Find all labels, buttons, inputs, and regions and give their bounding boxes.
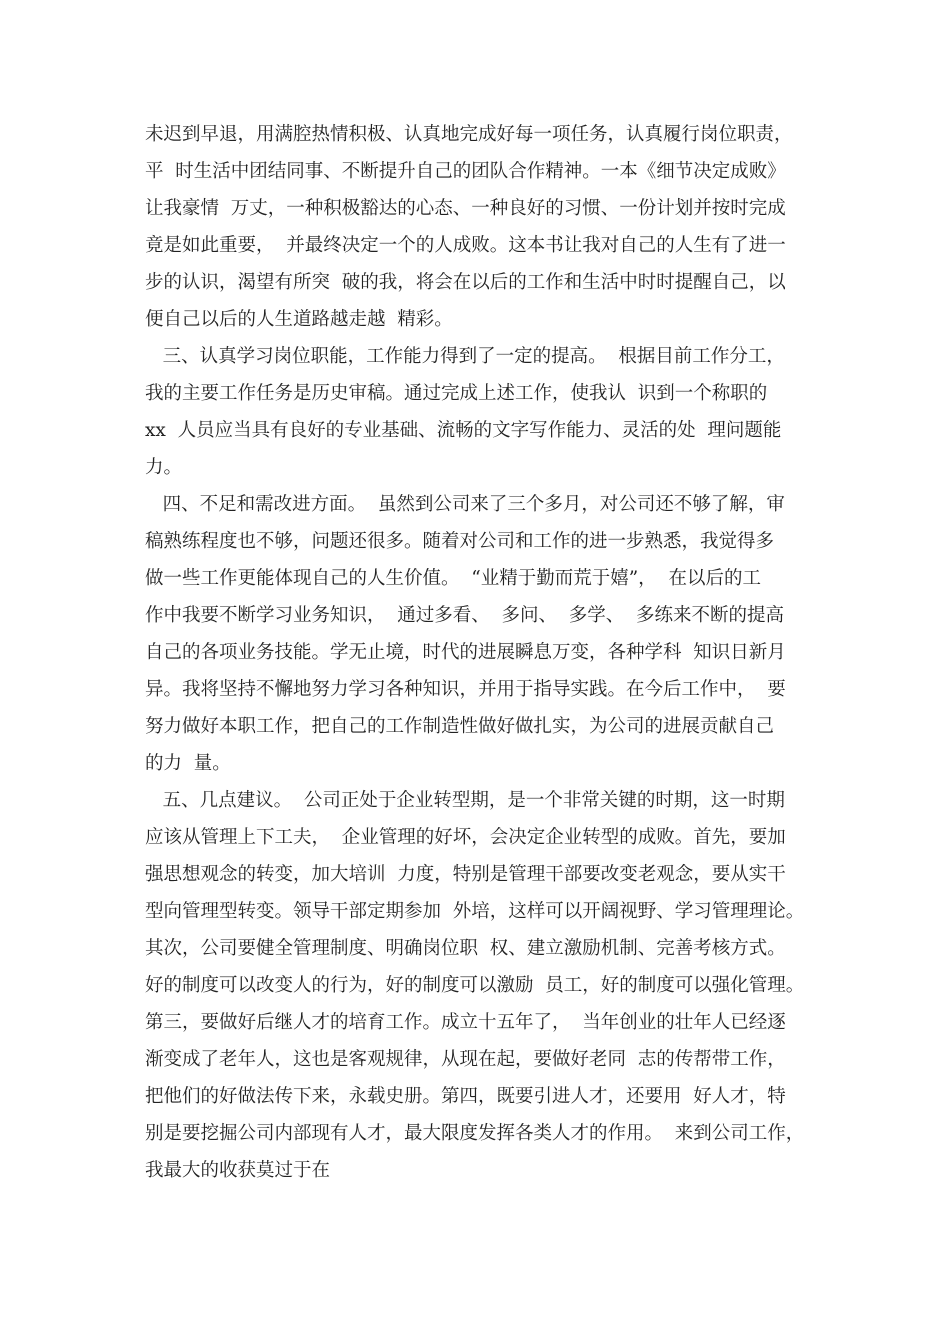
- text-line: 作中我要不断学习业务知识， 通过多看、 多问、 多学、 多练来不断的提高: [145, 605, 785, 626]
- text-line: 我最大的收获莫过于在: [145, 1160, 331, 1181]
- text-line: 渐变成了老年人，这也是客观规律，从现在起，要做好老同 志的传帮带工作，: [145, 1049, 786, 1070]
- text-line: 便自己以后的人生道路越走越 精彩。: [145, 309, 453, 330]
- text-line: xx 人员应当具有良好的专业基础、流畅的文字写作能力、灵活的处 理问题能: [145, 420, 782, 441]
- text-line: 把他们的好做法传下来，永载史册。第四，既要引进人才，还要用 好人才，特: [145, 1086, 786, 1107]
- text-line: 力。: [145, 457, 183, 478]
- text-line: 第三，要做好后继人才的培育工作。成立十五年了， 当年创业的壮年人已经逐: [145, 1012, 786, 1033]
- text-line: 别是要挖掘公司内部现有人才，最大限度发挥各类人才的作用。 来到公司工作，: [145, 1123, 805, 1144]
- section-heading-line: 三、认真学习岗位职能，工作能力得到了一定的提高。 根据目前工作分工，: [145, 346, 785, 367]
- text-line: 努力做好本职工作，把自己的工作制造性做好做扎实，为公司的进展贡献自己: [145, 716, 775, 737]
- text-line: 自己的各项业务技能。学无止境，时代的进展瞬息万变，各种学科 知识日新月: [145, 642, 786, 663]
- text-line: 型向管理型转变。领导干部定期参加 外培，这样可以开阔视野、学习管理理论。: [145, 901, 805, 922]
- text-line: 平 时生活中团结同事、不断提升自己的团队合作精神。一本《细节决定成败》: [145, 161, 786, 182]
- body-text: [145, 116, 835, 1189]
- text-line: 其次，公司要健全管理制度、明确岗位职 权、建立激励机制、完善考核方式。: [145, 938, 786, 959]
- text-line: 步的认识，渴望有所突 破的我，将会在以后的工作和生活中时时提醒自己，以: [145, 272, 786, 293]
- text-line: 强思想观念的转变，加大培训 力度，特别是管理干部要改变老观念，要从实干: [145, 864, 786, 885]
- text-line: 的力 量。: [145, 753, 231, 774]
- text-line: 稿熟练程度也不够，问题还很多。随着对公司和工作的进一步熟悉，我觉得多: [145, 531, 775, 552]
- text-line: 我的主要工作任务是历史审稿。通过完成上述工作，使我认 识到一个称职的: [145, 383, 768, 404]
- text-line: 好的制度可以改变人的行为，好的制度可以激励 员工，好的制度可以强化管理。: [145, 975, 805, 996]
- text-line: 未迟到早退，用满腔热情积极、认真地完成好每一项任务，认真履行岗位职责，: [145, 124, 793, 145]
- section-heading-line: 五、几点建议。 公司正处于企业转型期，是一个非常关键的时期，这一时期: [145, 790, 785, 811]
- text-line: 让我豪情 万丈，一种积极豁达的心态、一种良好的习惯、一份计划并按时完成: [145, 198, 786, 219]
- text-line: 应该从管理上下工夫， 企业管理的好坏，会决定企业转型的成败。首先，要加: [145, 827, 786, 848]
- section-heading-line: 四、不足和需改进方面。 虽然到公司来了三个多月，对公司还不够了解，审: [145, 494, 785, 515]
- text-line: 竟是如此重要， 并最终决定一个的人成败。这本书让我对自己的人生有了进一: [145, 235, 786, 256]
- text-line: 做一些工作更能体现自己的人生价值。 “业精于勤而荒于嬉”， 在以后的工: [145, 568, 761, 589]
- text-line: 异。我将坚持不懈地努力学习各种知识，并用于指导实践。在今后工作中， 要: [145, 679, 786, 700]
